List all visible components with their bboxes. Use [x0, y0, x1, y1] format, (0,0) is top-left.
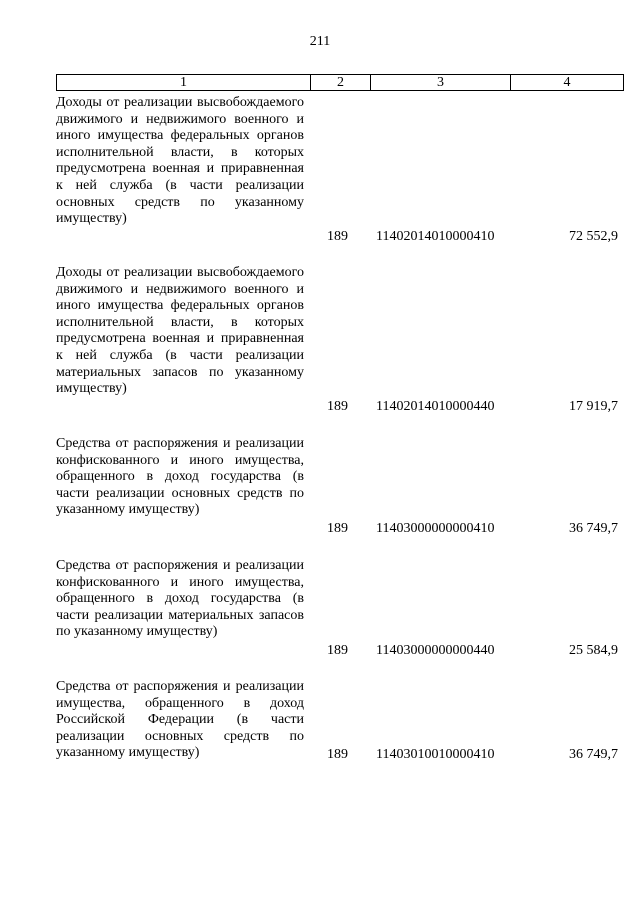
row-admin-code: 189 — [327, 399, 348, 414]
column-header-4: 4 — [563, 75, 571, 90]
row-amount: 17 919,7 — [569, 399, 618, 414]
row-kbk: 11402014010000410 — [376, 229, 495, 244]
row-amount: 25 584,9 — [569, 643, 618, 658]
row-admin-code: 189 — [327, 521, 348, 536]
row-amount: 72 552,9 — [569, 229, 618, 244]
table-row — [56, 558, 624, 660]
table-row — [56, 95, 624, 245]
column-header-3: 3 — [371, 75, 511, 90]
table-header — [56, 74, 624, 91]
row-amount: 36 749,7 — [569, 747, 618, 762]
row-amount: 36 749,7 — [569, 521, 618, 536]
table-row — [56, 265, 624, 415]
row-kbk: 11403000000000440 — [376, 643, 495, 658]
row-description: Доходы от реализации высвобождаемого движимого и недвижимого военного и иного имущества федеральных органов исполнительной власти, в которых предусмотрена военная и приравненная к ней служба (в части реализации основных средств по указанному имуществу) — [56, 95, 304, 227]
table-row — [56, 436, 624, 538]
row-admin-code: 189 — [327, 643, 348, 658]
row-description: Средства от распоряжения и реализации конфискованного и иного имущества, обращенного в доход государства (в части реализации основных средств по указанному имуществу) — [56, 436, 304, 518]
row-admin-code: 189 — [327, 229, 348, 244]
page-number: 211 — [309, 34, 331, 49]
row-description: Средства от распоряжения и реализации имущества, обращенного в доход Российской Федерации (в части реализации основных средств по указанному имуществу) — [56, 679, 304, 761]
row-description: Средства от распоряжения и реализации конфискованного и иного имущества, обращенного в доход государства (в части реализации материальных запасов по указанному имуществу) — [56, 558, 304, 640]
row-description: Доходы от реализации высвобождаемого движимого и недвижимого военного и иного имущества федеральных органов исполнительной власти, в которых предусмотрена военная и приравненная к ней служба (в части реализации материальных запасов по указанному имуществу) — [56, 265, 304, 397]
row-kbk: 11403010010000410 — [376, 747, 495, 762]
table-row — [56, 679, 624, 765]
row-kbk: 11403000000000410 — [376, 521, 495, 536]
row-kbk: 11402014010000440 — [376, 399, 495, 414]
column-header-2: 2 — [311, 75, 371, 90]
row-admin-code: 189 — [327, 747, 348, 762]
column-header-1: 1 — [57, 75, 311, 90]
